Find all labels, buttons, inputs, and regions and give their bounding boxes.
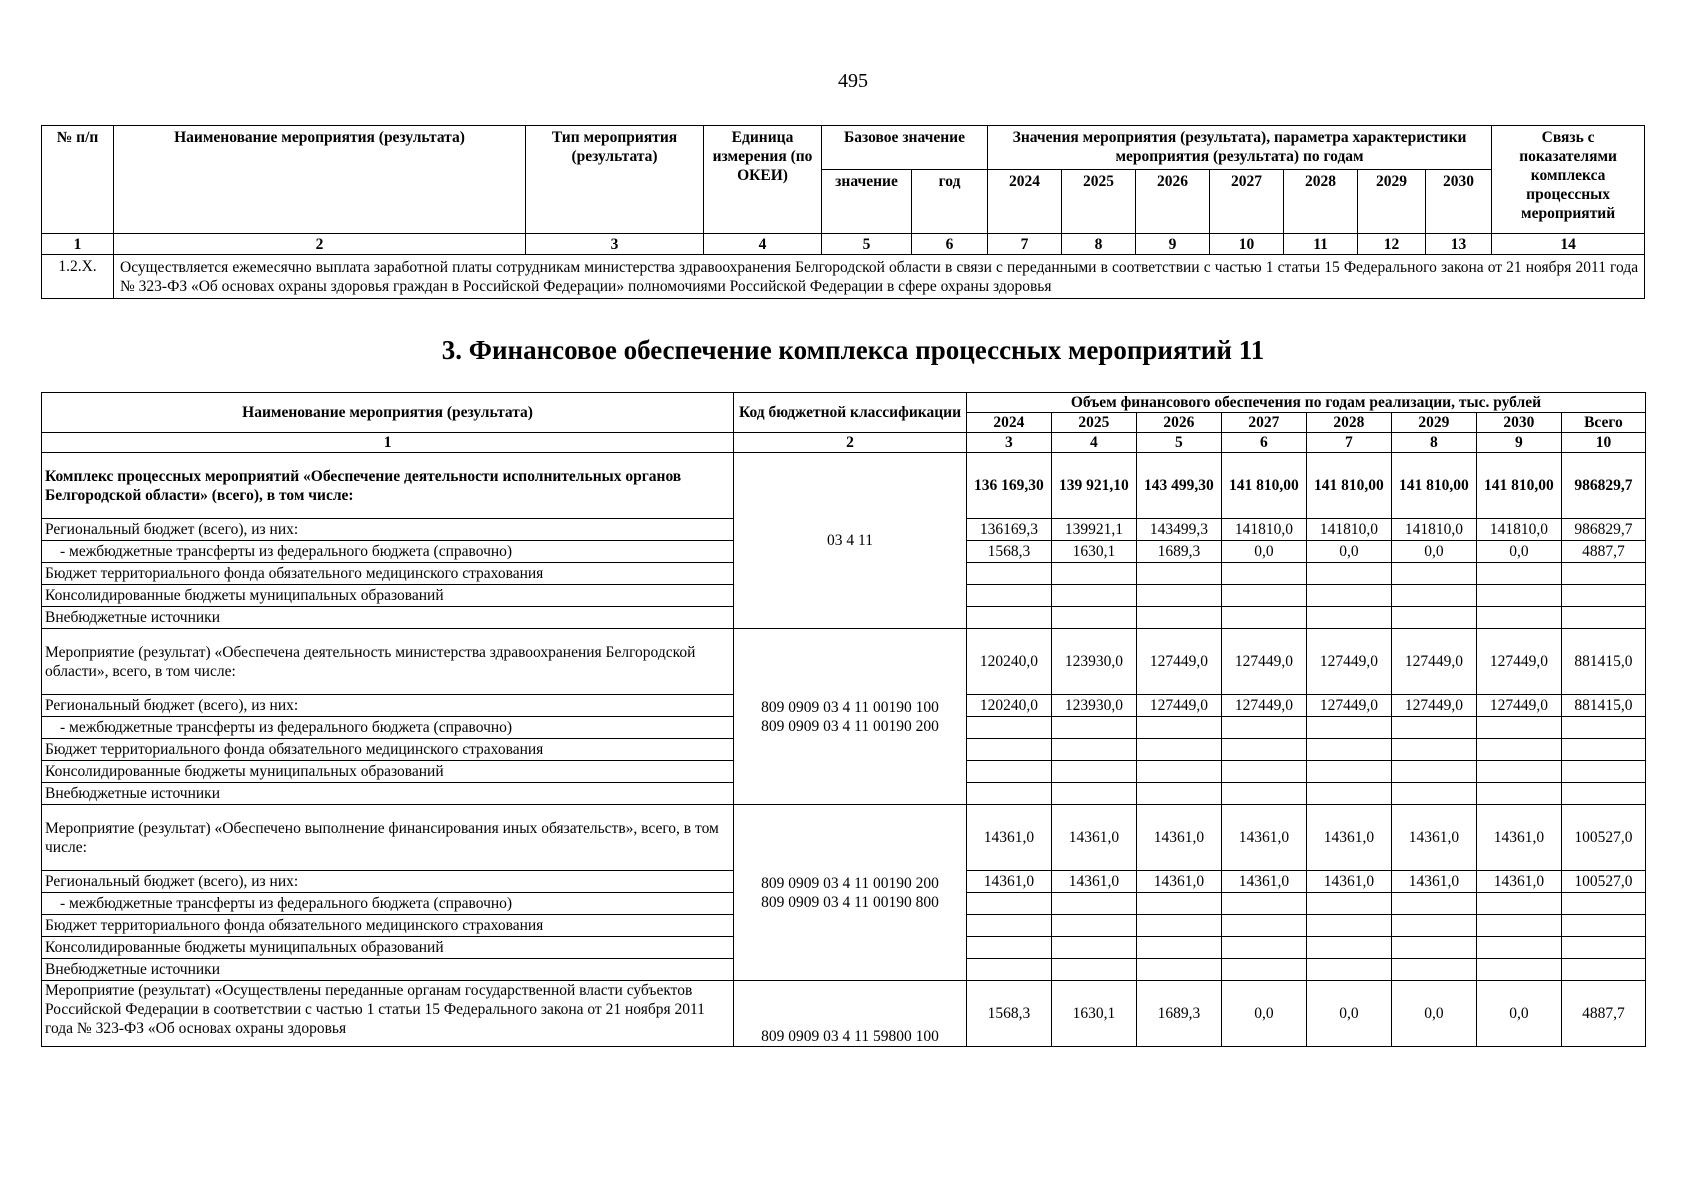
budget-code-line: 809 0909 03 4 11 00190 200 [761,717,939,735]
value-cell: 881415,0 [1561,695,1645,717]
measure-name: Мероприятие (результат) «Осуществлены переданные органам государственной власти субъектов Российской Федерации в соответствии с частью 1 статьи 15 Федерального закона от 21 ноября 2011 года № 323-ФЗ «Об основах охраны здоровья [42,981,734,1047]
value-cell: 1630,1 [1051,981,1136,1047]
value-cell: 127449,0 [1221,629,1306,695]
value-cell: 1689,3 [1136,981,1221,1047]
value-cell: 0,0 [1306,541,1391,563]
value-cell: 0,0 [1476,981,1561,1047]
value-cell: 14361,0 [1136,805,1221,871]
header-link: Связь с показателями комплекса процессных мероприятий [1492,126,1645,234]
value-cell: 143499,3 [1136,519,1221,541]
value-cell: 141810,0 [1476,519,1561,541]
row-name: Консолидированные бюджеты муниципальных образований [42,585,734,607]
header-year: 2026 [1136,413,1221,433]
value-cell: 14361,0 [966,805,1051,871]
measure-name: Мероприятие (результат) «Обеспечена деятельность министерства здравоохранения Белгородской области», всего, в том числе: [42,629,734,695]
row-name: Внебюджетные источники [42,607,734,629]
header-base-year: год [912,170,988,234]
value-cell: 0,0 [1391,981,1476,1047]
header-year: 2027 [1221,413,1306,433]
col-number: 9 [1476,433,1561,453]
row-name: - межбюджетные трансферты из федерального бюджета (справочно) [42,541,734,563]
value-cell: 0,0 [1221,541,1306,563]
col-number: 1 [42,234,114,255]
value-cell: 4887,7 [1561,981,1645,1047]
value-cell: 143 499,30 [1136,453,1221,519]
header-year: 2029 [1391,413,1476,433]
value-cell: 0,0 [1306,981,1391,1047]
value-cell: 141 810,00 [1306,453,1391,519]
header-year: 2026 [1136,170,1210,234]
row-name: Региональный бюджет (всего), из них: [42,519,734,541]
col-number: 4 [704,234,822,255]
value-cell: 127449,0 [1476,629,1561,695]
value-cell: 120240,0 [966,629,1051,695]
value-cell: 127449,0 [1306,695,1391,717]
value-cell: 881415,0 [1561,629,1645,695]
col-number: 14 [1492,234,1645,255]
header-name: Наименование мероприятия (результата) [114,126,526,234]
value-cell: 139921,1 [1051,519,1136,541]
row-name: Бюджет территориального фонда обязательного медицинского страхования [42,739,734,761]
value-cell: 14361,0 [1306,871,1391,893]
value-cell: 141810,0 [1391,519,1476,541]
value-cell: 986829,7 [1561,519,1645,541]
value-cell: 14361,0 [1391,805,1476,871]
value-cell: 136 169,30 [966,453,1051,519]
header-base-value: значение [822,170,912,234]
value-cell: 139 921,10 [1051,453,1136,519]
value-cell: 127449,0 [1136,629,1221,695]
value-cell: 141 810,00 [1391,453,1476,519]
value-cell: 1568,3 [966,541,1051,563]
value-cell: 127449,0 [1391,629,1476,695]
col-number: 10 [1561,433,1645,453]
col-number: 5 [1136,433,1221,453]
header-unit: Единица измерения (по ОКЕИ) [704,126,822,234]
col-number: 5 [822,234,912,255]
budget-code-line: 809 0909 03 4 11 00190 100 [761,698,939,716]
col-number: 4 [1051,433,1136,453]
value-cell: 127449,0 [1476,695,1561,717]
value-cell: 14361,0 [1221,805,1306,871]
col-number: 6 [912,234,988,255]
results-table [41,125,1645,299]
value-cell: 14361,0 [1391,871,1476,893]
header-year: 2025 [1062,170,1136,234]
value-cell: 14361,0 [1136,871,1221,893]
col-number: 10 [1210,234,1284,255]
header-values: Значения мероприятия (результата), параметра характеристики мероприятия (результата) по годам [988,126,1492,170]
value-cell: 14361,0 [1051,805,1136,871]
value-cell: 1689,3 [1136,541,1221,563]
budget-code-line: 809 0909 03 4 11 00190 800 [761,893,939,911]
value-cell: 0,0 [1391,541,1476,563]
row-name: - межбюджетные трансферты из федерального бюджета (справочно) [42,893,734,915]
col-number: 8 [1062,234,1136,255]
complex-total-name: Комплекс процессных мероприятий «Обеспечение деятельности исполнительных органов Белгородской области» (всего), в том числе: [42,453,734,519]
value-cell: 0,0 [1476,541,1561,563]
page-number: 495 [838,70,868,92]
header-num: № п/п [42,126,114,234]
header-year: 2028 [1284,170,1358,234]
value-cell: 14361,0 [1476,805,1561,871]
header-year: 2024 [988,170,1062,234]
col-number: 8 [1391,433,1476,453]
row-name: - межбюджетные трансферты из федерального бюджета (справочно) [42,717,734,739]
header-year: 2024 [966,413,1051,433]
header-total: Всего [1561,413,1645,433]
col-number: 2 [114,234,526,255]
value-cell: 986829,7 [1561,453,1645,519]
header-year: 2030 [1476,413,1561,433]
value-cell: 100527,0 [1561,871,1645,893]
row-name: Региональный бюджет (всего), из них: [42,871,734,893]
header-year: 2029 [1358,170,1426,234]
row-id: 1.2.Х. [42,255,114,299]
header-year: 2027 [1210,170,1284,234]
section-title: 3. Финансовое обеспечение комплекса процессных мероприятий 11 [441,335,1265,365]
value-cell: 0,0 [1221,981,1306,1047]
header-year: 2028 [1306,413,1391,433]
row-name: Бюджет территориального фонда обязательного медицинского страхования [42,915,734,937]
financing-table [41,392,1646,1047]
row-name: Региональный бюджет (всего), из них: [42,695,734,717]
value-cell: 14361,0 [966,871,1051,893]
col-number: 1 [42,433,734,453]
col-number: 3 [966,433,1051,453]
value-cell: 14361,0 [1306,805,1391,871]
value-cell: 1630,1 [1051,541,1136,563]
budget-code: 809 0909 03 4 11 59800 100 [734,981,967,1047]
col-number: 11 [1284,234,1358,255]
row-name: Внебюджетные источники [42,783,734,805]
value-cell: 123930,0 [1051,629,1136,695]
header-year: 2025 [1051,413,1136,433]
budget-code [734,629,967,805]
value-cell: 127449,0 [1221,695,1306,717]
col-number: 12 [1358,234,1426,255]
col-number: 7 [988,234,1062,255]
value-cell: 120240,0 [966,695,1051,717]
budget-code [734,805,967,981]
value-cell: 141810,0 [1221,519,1306,541]
row-name: Консолидированные бюджеты муниципальных образований [42,937,734,959]
col-number: 2 [734,433,967,453]
value-cell: 4887,7 [1561,541,1645,563]
header-type: Тип мероприятия (результата) [526,126,704,234]
value-cell: 1568,3 [966,981,1051,1047]
col-number: 13 [1426,234,1492,255]
col-number: 7 [1306,433,1391,453]
row-name: Консолидированные бюджеты муниципальных образований [42,761,734,783]
col-number: 3 [526,234,704,255]
value-cell: 141 810,00 [1476,453,1561,519]
value-cell: 127449,0 [1306,629,1391,695]
header-year: 2030 [1426,170,1492,234]
value-cell: 14361,0 [1476,871,1561,893]
row-name: Бюджет территориального фонда обязательного медицинского страхования [42,563,734,585]
row-name: Внебюджетные источники [42,959,734,981]
value-cell: 141 810,00 [1221,453,1306,519]
value-cell: 14361,0 [1221,871,1306,893]
budget-code: 03 4 11 [734,453,967,629]
header-name: Наименование мероприятия (результата) [42,393,734,433]
header-base: Базовое значение [822,126,988,170]
value-cell: 100527,0 [1561,805,1645,871]
header-volume: Объем финансового обеспечения по годам реализации, тыс. рублей [966,393,1645,413]
value-cell: 141810,0 [1306,519,1391,541]
row-text: Осуществляется ежемесячно выплата заработной платы сотрудникам министерства здравоохранения Белгородской области в связи с переданными в соответствии с частью 1 статьи 15 Федерального закона от 21 ноября 2011 года № 323-ФЗ «Об основах охраны здоровья граждан в Российской Федерации» полномочиями Российской Федерации в сфере охраны здоровья [114,255,1645,299]
value-cell: 136169,3 [966,519,1051,541]
value-cell: 123930,0 [1051,695,1136,717]
value-cell: 127449,0 [1391,695,1476,717]
measure-name: Мероприятие (результат) «Обеспечено выполнение финансирования иных обязательств», всего, в том числе: [42,805,734,871]
header-code: Код бюджетной классификации [734,393,967,433]
col-number: 9 [1136,234,1210,255]
col-number: 6 [1221,433,1306,453]
budget-code-line: 809 0909 03 4 11 00190 200 [761,874,939,892]
value-cell: 14361,0 [1051,871,1136,893]
value-cell: 127449,0 [1136,695,1221,717]
